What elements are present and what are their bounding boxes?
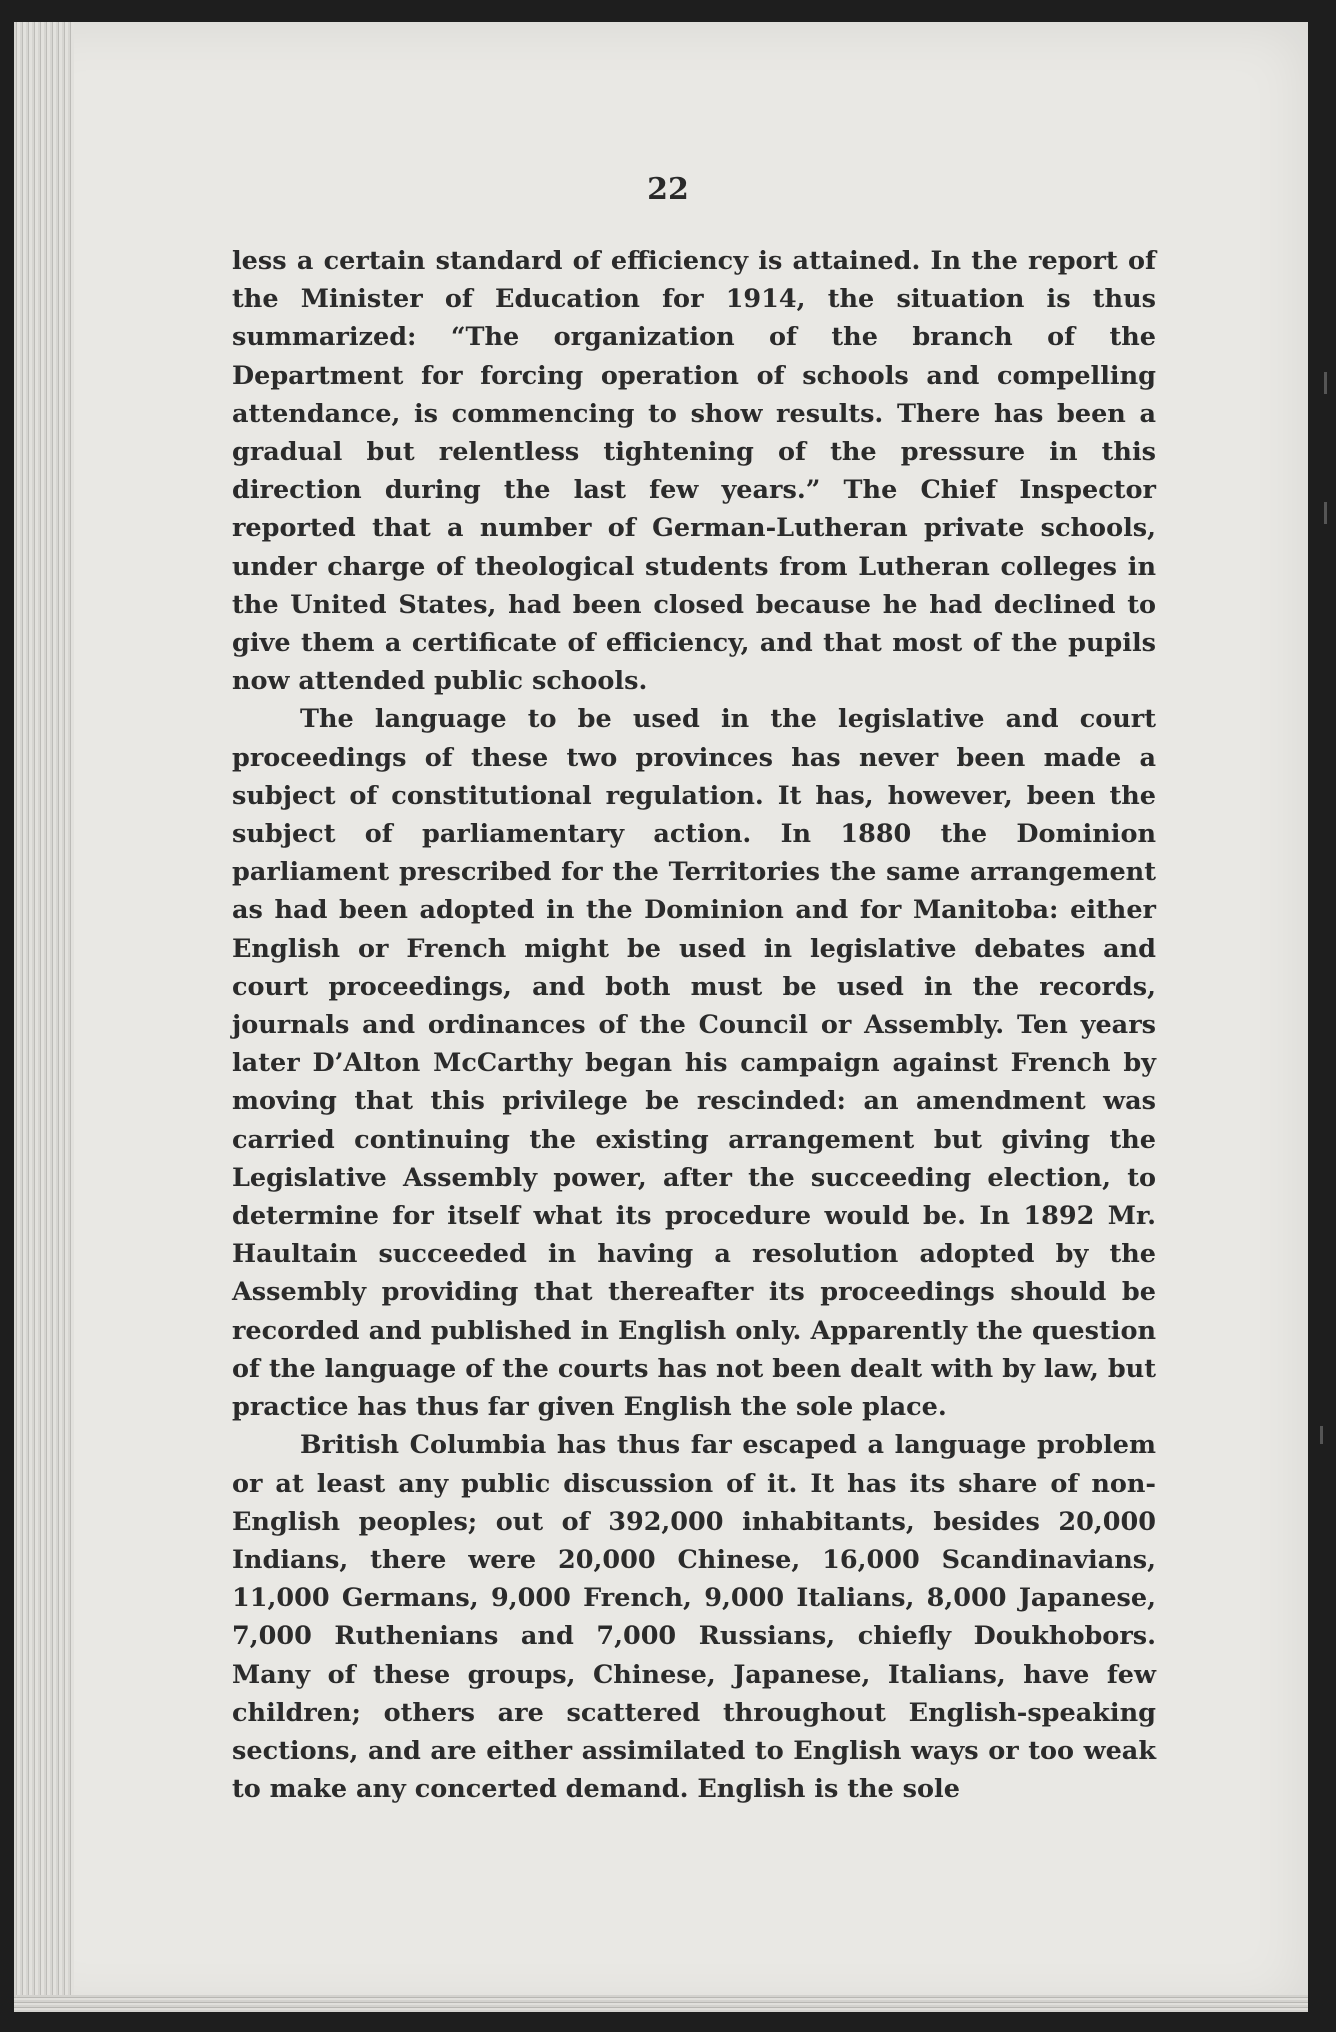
paragraph-continued: less a certain standard of efficiency is attained. In the report of the Minister of Education for 1914, the situation is thus summarized: “The organization of the branch of the Department for forcing operation of schools and compelling attendance, is commencing to show results. There has been a gradual but relentless tightening of the pressure in this direction during the last few years.” The Chief Inspector reported that a number of German-Lutheran private schools, under charge of theological students from Lutheran colleges in the United States, had been closed because he had declined to give them a certificate of efficiency, and that most of the pupils now attended public schools. <box>232 246 1156 697</box>
paragraph-legislative-language: The language to be used in the legislative and court proceedings of these two provinces has never been made a subject of constitutional regulation. It has, however, been the subject of parliamentary action. In 1880 the Dominion parliament prescribed for the Territories the same arrangement as had been adopted in the Dominion and for Manitoba: either English or French might be used in legislative debates and court proceedings, and both must be used in the records, journals and ordinances of the Council or Assembly. Ten years later D’Alton McCarthy began his campaign against French by moving that this privilege be rescinded: an amendment was carried continuing the existing arrangement but giving the Legislative Assembly power, after the succeeding election, to determine for itself what its procedure would be. In 1892 Mr. Haultain succeeded in having a resolution adopted by the Assembly providing that thereafter its proceedings should be recorded and published in English only. Apparently the question of the language of the courts has not been dealt with by law, but practice has thus far given English the sole place. <box>232 704 1156 1423</box>
page-stack-edge-left <box>14 22 74 2012</box>
paragraph-british-columbia: British Columbia has thus far escaped a language problem or at least any public discussion of it. It has its share of non-English peoples; out of 392,000 inhabitants, besides 20,000 Indians, there were 20,000 Chinese, 16,000 Scandinavians, 11,000 Germans, 9,000 French, 9,000 Italians, 8,000 Japanese, 7,000 Ruthenians and 7,000 Russians, chiefly Doukhobors. Many of these groups, Chinese, Japanese, Italians, have few children; others are scattered throughout English-speaking sections, and are either assimilated to English ways or too weak to make any concerted demand. English is the sole <box>232 1430 1156 1805</box>
margin-mark <box>1324 372 1327 394</box>
body-text <box>232 242 1156 1808</box>
page-stack-edge-bottom <box>14 1995 1308 2012</box>
page-number: 22 <box>647 172 689 207</box>
margin-mark <box>1320 1426 1323 1444</box>
margin-mark <box>1324 502 1327 524</box>
